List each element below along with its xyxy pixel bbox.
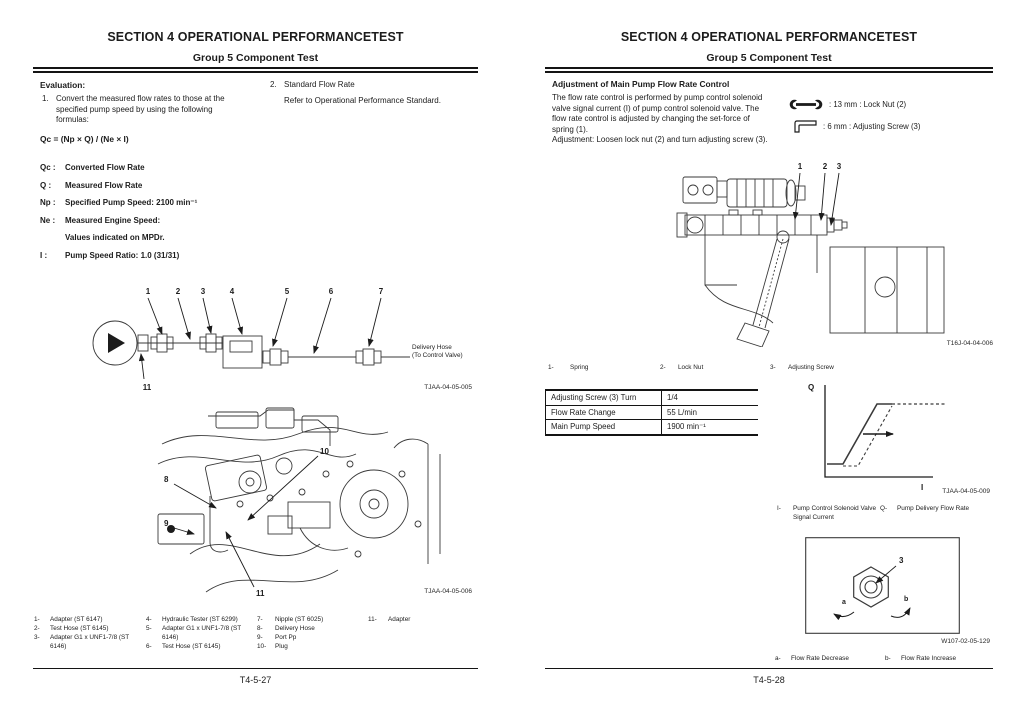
definition-term: Qc : xyxy=(40,163,56,172)
legend-text: Flow Rate Decrease xyxy=(791,655,849,662)
legend-text: Flow Rate Increase xyxy=(901,655,957,662)
legend-num: 2- xyxy=(660,364,666,371)
legend-text: Spring xyxy=(570,364,589,371)
legend-num: 5- xyxy=(146,624,152,632)
table-cell-value: 1/4 xyxy=(662,390,759,405)
legend-item xyxy=(146,643,256,652)
item2-number: 2. xyxy=(270,80,277,89)
legend-num: 1- xyxy=(548,364,554,371)
ccw-arrow xyxy=(834,612,854,617)
legend-num: 8- xyxy=(257,624,263,632)
legend-text: Adapter G1 x UNF1-7/8 (ST 6146) xyxy=(162,624,242,641)
delivery-hose-line2: (To Control Valve) xyxy=(412,352,463,359)
definition-row xyxy=(40,198,300,207)
left-page-subtitle: Group 5 Component Test xyxy=(192,52,319,64)
legend-text: Lock Nut xyxy=(678,364,704,371)
definition-desc: Measured Flow Rate xyxy=(65,180,143,190)
callout-5: 5 xyxy=(284,287,290,296)
cw-arrow xyxy=(891,608,910,617)
legend-num: 1- xyxy=(34,616,40,623)
legend-item xyxy=(257,643,355,652)
legend-item xyxy=(775,655,849,664)
legend-text: Pump Control Solenoid Valve Signal Current xyxy=(793,505,877,521)
definition-desc: Values indicated on MPDr. xyxy=(65,233,165,243)
legend-item xyxy=(34,625,138,634)
callout-9: 9 xyxy=(164,519,169,528)
callout-2: 2 xyxy=(822,162,828,171)
legend-item xyxy=(880,505,992,514)
legend-item xyxy=(34,616,138,625)
right-page-subtitle: Group 5 Component Test xyxy=(706,52,832,64)
legend-item xyxy=(257,634,355,643)
table-cell-label: Adjusting Screw (3) Turn xyxy=(546,390,662,405)
callout-8: 8 xyxy=(164,475,169,484)
definition-term: Ne : xyxy=(40,215,56,225)
definition-desc: Pump Speed Ratio: 1.0 (31/31) xyxy=(65,250,180,260)
pump-flow-triangle xyxy=(108,333,125,353)
legend-num: 10- xyxy=(257,642,267,650)
callout-6: 6 xyxy=(328,287,334,296)
callout-3: 3 xyxy=(200,287,206,296)
legend-num: 4- xyxy=(146,616,152,623)
legend-item xyxy=(770,364,834,373)
section-heading: Adjustment of Main Pump Flow Rate Control xyxy=(552,79,730,89)
screw-outer-circle xyxy=(860,576,882,598)
definition-desc: Measured Engine Speed: xyxy=(65,215,161,225)
legend-text: Plug xyxy=(275,642,288,650)
legend-num: 2- xyxy=(34,624,40,632)
table-cell-label: Main Pump Speed xyxy=(551,422,616,432)
screw-inner-circle xyxy=(865,581,877,593)
left-page-title: SECTION 4 OPERATIONAL PERFORMANCETEST xyxy=(107,30,404,44)
callout-11: 11 xyxy=(256,589,265,598)
tool-note-label: : 6 mm : Adjusting Screw (3) xyxy=(823,121,921,131)
legend-num: 3- xyxy=(34,633,40,641)
callout-4: 4 xyxy=(229,287,235,296)
parts-legend-col2 xyxy=(146,616,256,652)
flow-formula: Qc = (Np × Q) / (Ne × I) xyxy=(40,134,129,144)
definition-desc: Specified Pump Speed: 2100 min⁻¹ xyxy=(65,198,198,208)
definition-term: Np : xyxy=(40,198,56,208)
legend-num: 6- xyxy=(146,642,152,650)
y-axis-label: Q xyxy=(808,383,815,392)
section-body xyxy=(552,93,770,146)
callout-3: 3 xyxy=(836,162,842,171)
definition-term xyxy=(40,233,65,242)
callout-3: 3 xyxy=(899,556,904,565)
callout-10: 10 xyxy=(320,447,329,456)
definition-row xyxy=(40,233,300,242)
flow-test-setup-figure xyxy=(80,283,480,395)
legend-item xyxy=(257,625,355,634)
legend-text: Delivery Hose xyxy=(275,624,315,632)
flow-current-graph xyxy=(795,377,1005,499)
item2-title: Standard Flow Rate xyxy=(284,80,355,89)
legend-item xyxy=(368,616,448,625)
screw-turn-direction-figure xyxy=(805,537,960,634)
legend-item xyxy=(146,616,256,625)
direction-b-label: b xyxy=(904,596,909,603)
left-header-rule xyxy=(33,67,478,73)
left-page-number: T4-5-27 xyxy=(239,675,272,685)
tool-note-wrench xyxy=(788,98,906,111)
legend-text: Adapter (ST 6147) xyxy=(50,616,103,623)
figure-border xyxy=(806,538,960,634)
allen-key-icon xyxy=(793,119,818,133)
legend-num: 3- xyxy=(770,364,776,371)
hex-nut xyxy=(854,567,889,607)
legend-item xyxy=(548,364,588,373)
definition-term: Q : xyxy=(40,180,52,190)
evaluation-heading: Evaluation: xyxy=(40,80,86,90)
definition-row xyxy=(40,163,300,172)
legend-text: Test Hose (ST 6145) xyxy=(50,624,109,632)
legend-item xyxy=(257,616,355,625)
left-footer-rule xyxy=(33,668,478,669)
item1-number: 1. xyxy=(42,94,49,103)
legend-item xyxy=(34,634,138,652)
figure-code: TJAA-04-05-006 xyxy=(424,588,472,595)
callout-11: 11 xyxy=(142,383,152,392)
x-axis-label: I xyxy=(921,483,924,492)
definition-row xyxy=(40,216,300,225)
table-row xyxy=(546,405,759,420)
callout-2: 2 xyxy=(175,287,181,296)
legend-text: Adjusting Screw xyxy=(788,364,834,371)
curve-dashed-shifted xyxy=(843,406,892,466)
table-cell-label: Flow Rate Change xyxy=(546,405,662,420)
adjustment-table xyxy=(545,389,758,436)
figure-code: W107-02-05-129 xyxy=(941,638,990,645)
section-body-p2: Adjustment: Loosen lock nut (2) and turn adjusting screw (3). xyxy=(552,135,768,145)
table-cell-value: 1900 min⁻¹ xyxy=(662,420,759,435)
callout-1: 1 xyxy=(797,162,803,171)
right-footer-rule xyxy=(545,668,993,669)
legend-item xyxy=(146,625,256,643)
definition-row xyxy=(40,251,300,260)
legend-text: Adapter xyxy=(388,616,411,623)
table-row xyxy=(546,390,759,405)
table-cell-value: 55 L/min xyxy=(662,405,759,420)
legend-text: Pump Delivery Flow Rate xyxy=(897,505,970,512)
legend-num: b- xyxy=(885,655,891,662)
right-page-number: T4-5-28 xyxy=(753,675,785,685)
tool-note-label: : 13 mm : Lock Nut (2) xyxy=(829,100,907,109)
callout-7: 7 xyxy=(378,287,384,296)
legend-num: 9- xyxy=(257,633,263,641)
direction-a-label: a xyxy=(842,599,846,606)
tool-note-allen-key xyxy=(793,119,921,133)
definition-term: I : xyxy=(40,250,48,260)
definition-list xyxy=(40,163,300,269)
pump-adjustment-figure xyxy=(665,155,1000,347)
open-end-wrench-icon xyxy=(788,98,824,111)
figure-code: T16J-04-04-006 xyxy=(946,340,993,347)
section-body-p1: The flow rate control is performed by pump control solenoid valve signal current (I) of pump control solenoid valve. The flow rate control is adjusted by changing the set-force of spring (1). xyxy=(552,93,763,134)
definition-desc: Converted Flow Rate xyxy=(65,163,145,172)
legend-num: 7- xyxy=(257,616,263,623)
legend-item xyxy=(660,364,703,373)
legend-text: Nipple (ST 6025) xyxy=(275,616,324,623)
definition-row xyxy=(40,181,300,190)
item2-body: Refer to Operational Performance Standard. xyxy=(284,96,441,105)
legend-text: Test Hose (ST 6145) xyxy=(162,642,221,650)
engine-detail-figure xyxy=(150,402,470,598)
legend-num: a- xyxy=(775,655,781,662)
legend-text: Port Pp xyxy=(275,633,297,641)
figure-code: TJAA-04-05-009 xyxy=(942,488,990,495)
parts-legend-col4 xyxy=(368,616,448,625)
right-header-rule xyxy=(545,67,993,73)
legend-item xyxy=(777,505,885,523)
item1-text: Convert the measured flow rates to those at the specified pump speed by using the following formulas: xyxy=(56,94,225,125)
parts-legend-col1 xyxy=(34,616,138,652)
right-page-title: SECTION 4 OPERATIONAL PERFORMANCETEST xyxy=(620,30,918,44)
legend-num: Q- xyxy=(880,505,888,512)
legend-item xyxy=(885,655,956,664)
figure-code: TJAA-04-05-005 xyxy=(424,384,472,391)
parts-legend-col3 xyxy=(257,616,355,652)
table-row xyxy=(546,420,759,435)
callout-1: 1 xyxy=(145,287,151,296)
legend-text: Adapter G1 x UNF1-7/8 (ST 6146) xyxy=(50,633,130,650)
delivery-hose-note xyxy=(412,344,463,360)
delivery-hose-line1: Delivery Hose xyxy=(412,344,452,351)
legend-text: Hydraulic Tester (ST 6299) xyxy=(162,616,238,623)
legend-num: 11- xyxy=(368,616,377,623)
legend-num: I- xyxy=(777,505,781,512)
